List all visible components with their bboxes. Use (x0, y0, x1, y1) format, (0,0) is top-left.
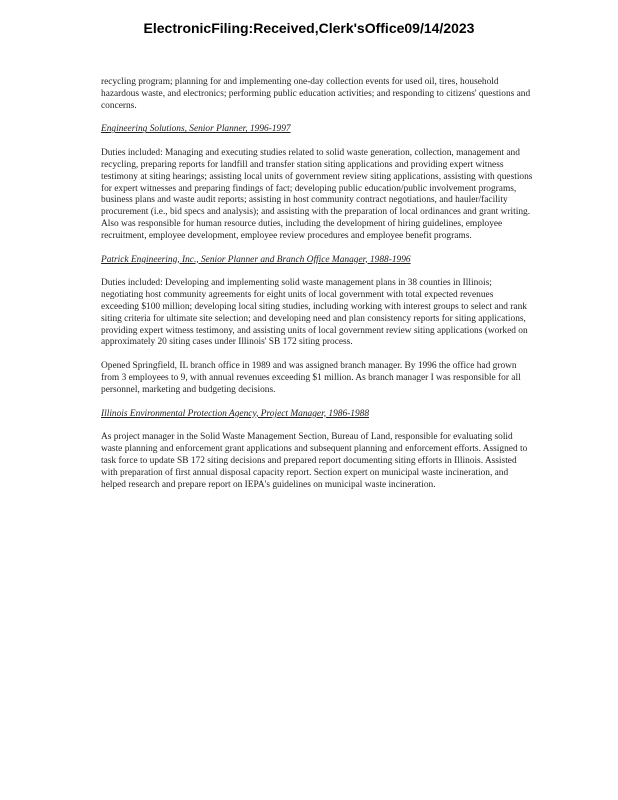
resume-page-content (101, 77, 533, 491)
section-heading-engineering-solutions: Engineering Solutions, Senior Planner, 1996-1997 (101, 124, 291, 135)
section-paragraph-illinois-epa: As project manager in the Solid Waste Management Section, Bureau of Land, responsible for evaluating solid waste planning and enforcement grant applications and subsequent planning and enforcement efforts. Assigned to task force to update SB 172 siting decisions and prepared report documenting siting efforts in Illinois. Assisted with preparation of first annual disposal capacity report. Section expert on municipal waste incineration, and helped research and prepare report on IEPA's guidelines on municipal waste incineration. (101, 432, 528, 490)
intro-paragraph: recycling program; planning for and implementing one-day collection events for used oil, tires, household hazardous waste, and electronics; performing public education activities; and responding to citizens' questions and concerns. (101, 77, 531, 111)
section-heading-patrick-engineering: Patrick Engineering, Inc., Senior Planner and Branch Office Manager, 1988-1996 (101, 254, 411, 265)
section-paragraph-patrick-engineering-branch: Opened Springfield, IL branch office in 1989 and was assigned branch manager. By 1996 the office had grown from 3 employees to 9, with annual revenues exceeding $1 million. As branch manager I was responsible for all personnel, marketing and budgeting decisions. (101, 361, 521, 395)
section-heading-illinois-epa: Illinois Environmental Protection Agency, Project Manager, 1986-1988 (101, 408, 370, 419)
section-paragraph-engineering-solutions: Duties included: Managing and executing studies related to solid waste generation, collection, management and recycling, preparing reports for landfill and transfer station siting applications and providing expert witness testimony at siting hearings; assisting local units of government review siting applications, assisting with questions for expert witnesses and preparing findings of fact; developing public education/public involvement programs, business plans and waste audit reports; assisting in host community contract negotiations, and hauler/facility procurement (i.e., bid specs and analysis); and assisting with the preparation of local ordinances and grant writing. Also was responsible for human resource duties, including the development of hiring guidelines, employee recruitment, employee development, employee review procedures and employee benefit programs. (101, 148, 533, 241)
section-paragraph-patrick-engineering-duties: Duties included: Developing and implementing solid waste management plans in 38 counties in Illinois; negotiating host community agreements for eight units of local government with total expected revenues exceeding $100 million; developing local siting studies, including working with interest groups to select and rank siting criteria for ultimate site selection; and developing need and plan consistency reports for siting applications, providing expert witness testimony, and assisting units of local government review siting applications (worked on approximately 20 siting cases under Illinois' SB 172 siting process. (101, 278, 528, 348)
electronic-filing-stamp: ElectronicFiling:Received,Clerk'sOffice09/14/2023 (143, 20, 475, 36)
